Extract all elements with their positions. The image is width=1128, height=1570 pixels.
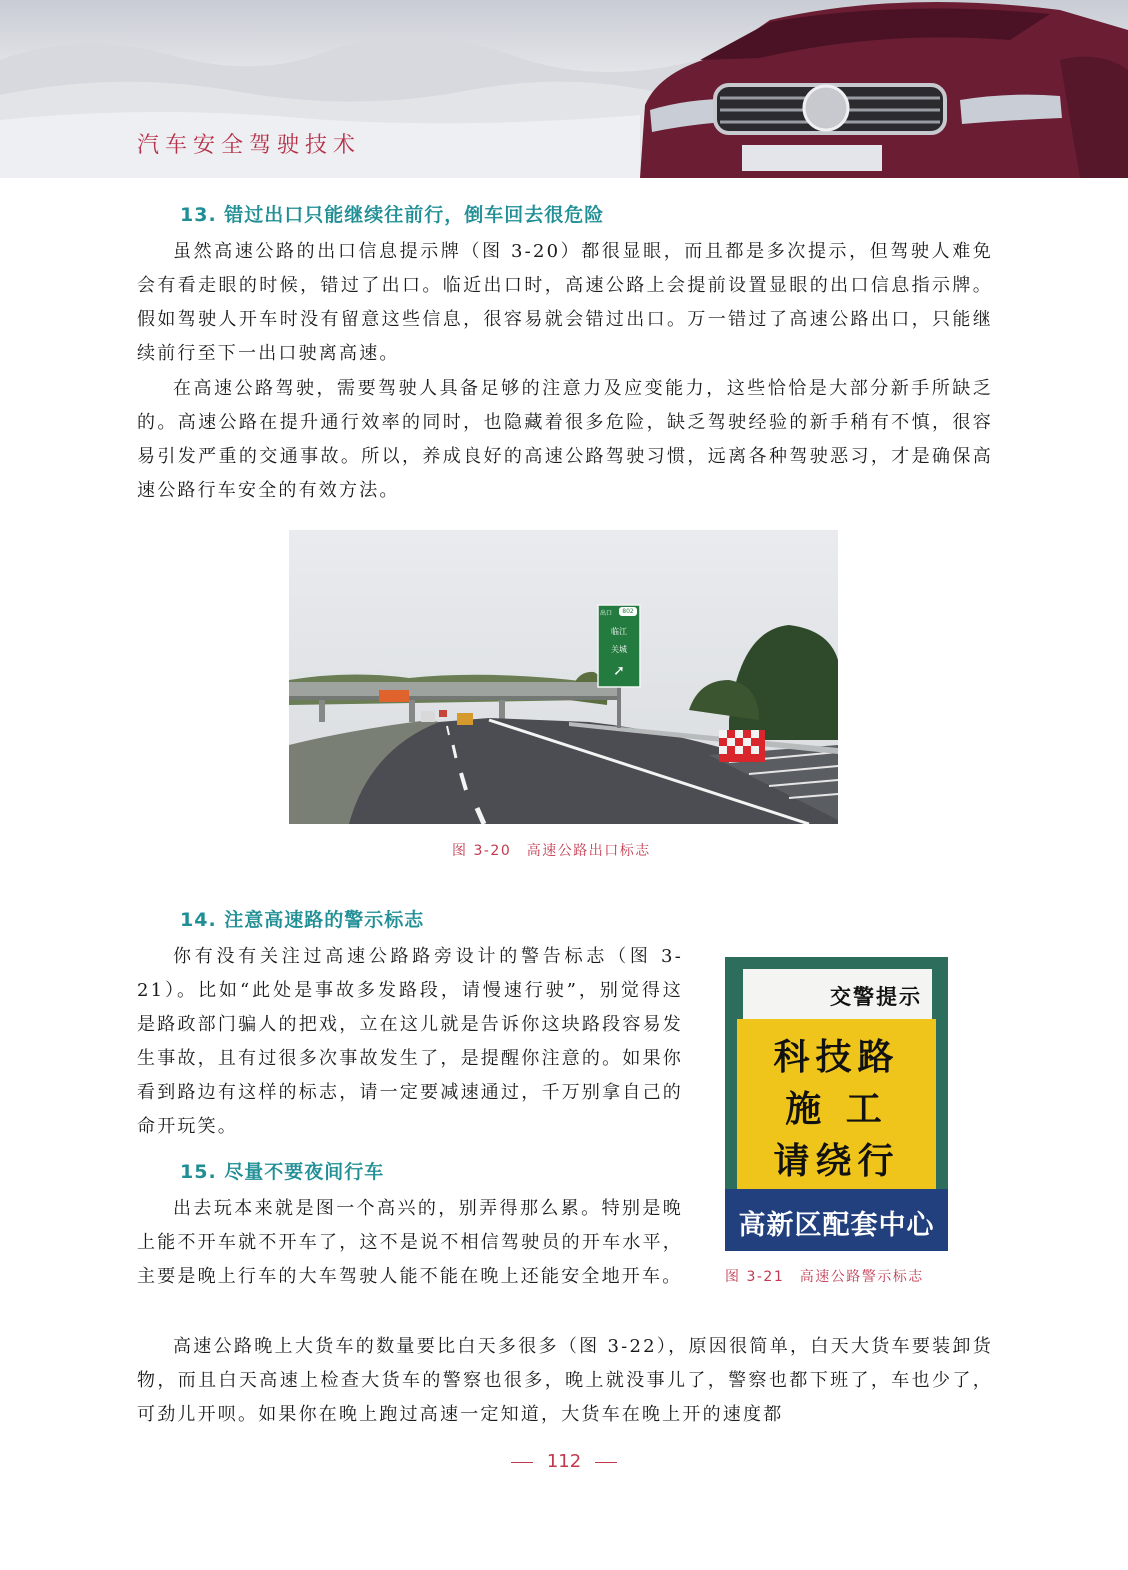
figure-3-20-highway-exit-photo	[289, 530, 838, 824]
highway-exit-illustration	[289, 530, 838, 824]
section-14-paragraph-1: 你有没有关注过高速公路路旁设计的警告标志（图 3-21）。比如“此处是事故多发路段，请慢速行驶”，别觉得这是路政部门骗人的把戏，立在这儿就是告诉你这块路段容易发生事故，且有过很多次事故发生了，是提醒你注意的。如果你看到路边有这样的标志，请一定要减速通过，千万别拿自己的命开玩笑。	[137, 946, 683, 1137]
sign-yellow-panel	[737, 1019, 936, 1189]
sign-bottom-text: 高新区配套中心	[738, 1210, 935, 1241]
page-number-value: 112	[546, 1451, 582, 1472]
section-15-heading: 15. 尽量不要夜间行车	[180, 1161, 385, 1183]
exit-sign-exit-label: 出口	[600, 610, 613, 617]
sign-top-text: 交警提示	[830, 985, 922, 1009]
exit-sign-arrow-icon: ➚	[613, 663, 625, 679]
section-15-paragraph-1: 出去玩本来就是图一个高兴的，别弄得那么累。特别是晚上能不开车就不开车了，这不是说不相信驾驶员的开车水平，主要是晚上行车的大车驾驶人能不能在晚上还能安全地开车。	[137, 1198, 683, 1287]
section-13-heading: 13. 错过出口只能继续往前行，倒车回去很危险	[180, 204, 605, 226]
sign-bottom-panel	[725, 1189, 948, 1251]
sign-line-1: 科技路	[773, 1037, 900, 1078]
page-header	[0, 0, 1128, 178]
page-number	[0, 1451, 1128, 1472]
section-13-paragraph-1: 虽然高速公路的出口信息提示牌（图 3-20）都很显眼，而且都是多次提示，但驾驶人难免会有看走眼的时候，错过了出口。临近出口时，高速公路上会提前设置显眼的出口信息指示牌。假如驾驶人开车时没有留意这些信息，很容易就会错过出口。万一错过了高速公路出口，只能继续前行至下一出口驶离高速。	[137, 241, 993, 364]
figure-3-21-warning-sign-photo	[725, 957, 948, 1251]
section-15-paragraph-2: 高速公路晚上大货车的数量要比白天多很多（图 3-22），原因很简单，白天大货车要装卸货物，而且白天高速上检查大货车的警察也很多，晚上就没事儿了，警察也都下班了，车也少了，可劲儿开呗。如果你在晚上跑过高速一定知道，大货车在晚上开的速度都	[137, 1336, 993, 1425]
page-number-right-rule	[595, 1462, 617, 1463]
figure-3-21-caption: 图 3-21 高速公路警示标志	[725, 1269, 924, 1285]
page-number-left-rule	[511, 1462, 533, 1463]
sign-line-3: 请绕行	[773, 1141, 900, 1182]
sign-line-2: 施 工	[785, 1089, 888, 1130]
section-13-paragraph-2: 在高速公路驾驶，需要驾驶人具备足够的注意力及应变能力，这些恰恰是大部分新手所缺乏的。高速公路在提升通行效率的同时，也隐藏着很多危险，缺乏驾驶经验的新手稍有不慎，很容易引发严重的交通事故。所以，养成良好的高速公路驾驶习惯，远离各种驾驶恶习，才是确保高速公路行车安全的有效方法。	[137, 378, 993, 501]
book-title: 汽车安全驾驶技术	[137, 133, 362, 158]
exit-sign-destination-2: 关城	[611, 645, 627, 654]
figure-3-20-caption: 图 3-20 高速公路出口标志	[452, 843, 651, 859]
sign-top-panel	[743, 969, 932, 1019]
section-14-heading: 14. 注意高速路的警示标志	[180, 909, 425, 931]
exit-sign-destination-1: 临江	[611, 627, 627, 636]
exit-sign-number: 802	[619, 607, 637, 616]
